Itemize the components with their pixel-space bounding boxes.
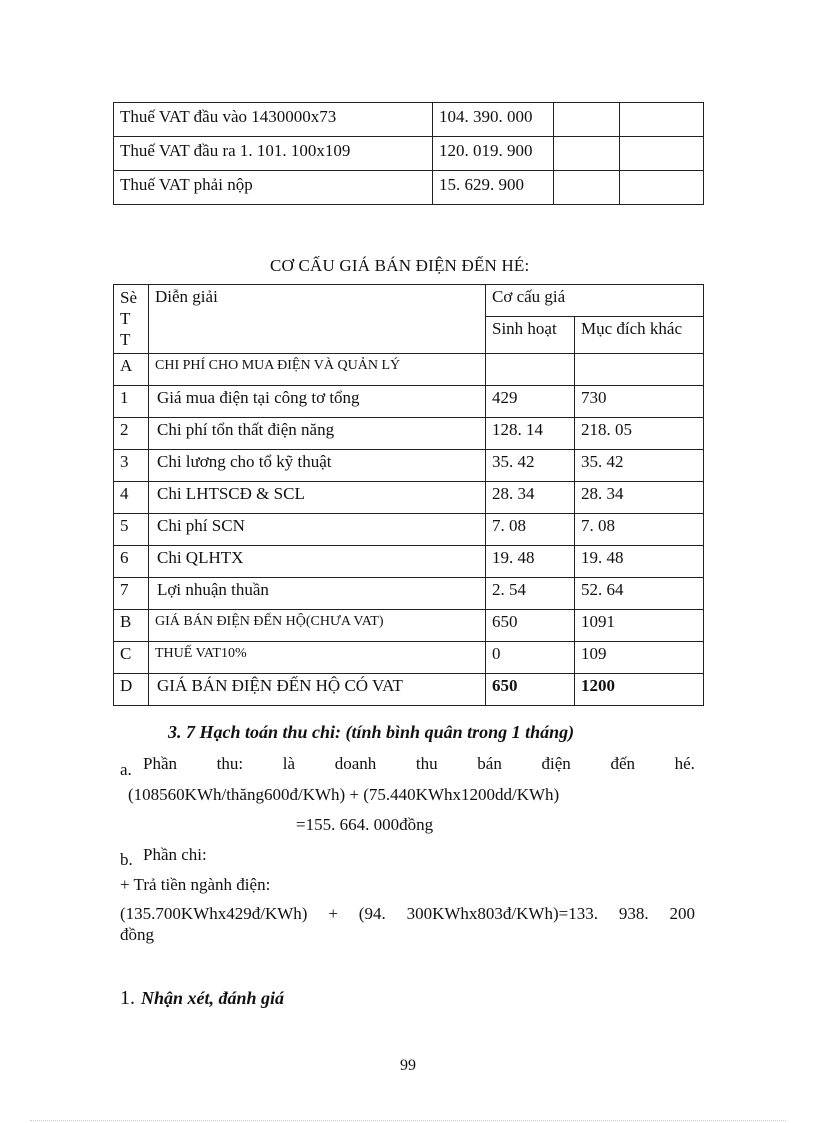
price-value: 35. 42: [486, 450, 575, 482]
row-index: 5: [114, 514, 149, 546]
price-value: [575, 354, 704, 386]
item-a-marker: a.: [120, 760, 132, 779]
page-number: 99: [400, 1057, 416, 1074]
item-b-payment: + Trả tiền ngành điện:: [120, 875, 271, 894]
word: hé.: [674, 754, 695, 773]
table-row: [114, 450, 704, 482]
row-index: 3: [114, 450, 149, 482]
word: là: [282, 754, 296, 773]
price-value: [486, 354, 575, 386]
price-value: 35. 42: [575, 450, 704, 482]
table-cell: 120. 019. 900: [433, 137, 554, 171]
price-structure-table: [113, 284, 704, 706]
row-index: 2: [114, 418, 149, 450]
word: đến: [610, 754, 635, 773]
header-stt-text: Sè T T: [120, 288, 137, 349]
row-index: C: [114, 642, 149, 674]
table-cell: Thuế VAT đầu ra 1. 101. 100x109: [114, 137, 433, 171]
section-title: 3. 7 Hạch toán thu chi: (tính bình quân trong 1 tháng): [168, 722, 575, 742]
row-description: Chi phí SCN: [149, 514, 486, 546]
price-value: 7. 08: [575, 514, 704, 546]
price-value: 730: [575, 386, 704, 418]
item-b-marker: b.: [120, 850, 133, 869]
word: bán: [477, 754, 502, 773]
price-table-title: CƠ CẤU GIÁ BÁN ĐIỆN ĐẾN HÉ:: [270, 256, 530, 275]
price-value: 2. 54: [486, 578, 575, 610]
word: 938.: [618, 904, 649, 923]
price-value: 128. 14: [486, 418, 575, 450]
vat-table: [113, 102, 704, 205]
header-other-purpose: Mục đích khác: [575, 317, 704, 354]
price-value: 0: [486, 642, 575, 674]
table-cell: 15. 629. 900: [433, 171, 554, 205]
price-value: 429: [486, 386, 575, 418]
row-index: 1: [114, 386, 149, 418]
table-header-row: [114, 285, 704, 317]
row-index: 7: [114, 578, 149, 610]
table-row: [114, 610, 704, 642]
price-value: 19. 48: [486, 546, 575, 578]
row-description: GIÁ BÁN ĐIỆN ĐẾN HỘ CÓ VAT: [149, 674, 486, 706]
item-a-text: [143, 754, 695, 774]
price-value: 1091: [575, 610, 704, 642]
word: điện: [541, 754, 571, 773]
table-cell: [554, 137, 620, 171]
word: thu: [415, 754, 438, 773]
row-description: Chi phí tổn thất điện năng: [149, 418, 486, 450]
table-cell: Thuế VAT đầu vào 1430000x73: [114, 103, 433, 137]
table-cell: [554, 103, 620, 137]
table-row: [114, 171, 704, 205]
page-bottom-rule: [30, 1120, 786, 1121]
row-description: Chi lương cho tổ kỹ thuật: [149, 450, 486, 482]
table-cell: [620, 137, 704, 171]
header-price-structure: Cơ cấu giá: [486, 285, 704, 317]
table-cell: [620, 103, 704, 137]
row-description: Giá mua điện tại công tơ tổng: [149, 386, 486, 418]
price-value: 19. 48: [575, 546, 704, 578]
word: +: [328, 904, 338, 923]
word: 300KWhx803đ/KWh)=133.: [406, 904, 598, 923]
table-row: [114, 546, 704, 578]
price-value: 109: [575, 642, 704, 674]
table-cell: 104. 390. 000: [433, 103, 554, 137]
header-stt: [114, 285, 149, 354]
word: thu:: [216, 754, 244, 773]
price-value: 650: [486, 610, 575, 642]
word: 200: [669, 904, 695, 923]
table-row: [114, 137, 704, 171]
table-cell: [620, 171, 704, 205]
table-row: [114, 674, 704, 706]
row-description: CHI PHÍ CHO MUA ĐIỆN VÀ QUẢN LÝ: [149, 354, 486, 386]
table-row: [114, 642, 704, 674]
heading-review: [120, 987, 284, 1010]
word: (94.: [358, 904, 386, 923]
row-description: GIÁ BÁN ĐIỆN ĐẾN HỘ(CHƯA VAT): [149, 610, 486, 642]
table-row: [114, 514, 704, 546]
word: Phần: [143, 754, 177, 773]
table-row: [114, 354, 704, 386]
price-value: 28. 34: [575, 482, 704, 514]
word: (135.700KWhx429đ/KWh): [120, 904, 308, 923]
row-index: 4: [114, 482, 149, 514]
table-row: [114, 418, 704, 450]
row-description: THUẾ VAT10%: [149, 642, 486, 674]
row-index: B: [114, 610, 149, 642]
price-value: 52. 64: [575, 578, 704, 610]
item-b-text: Phần chi:: [143, 845, 207, 864]
heading-number: 1.: [120, 987, 135, 1009]
table-cell: [554, 171, 620, 205]
table-row: [114, 386, 704, 418]
table-row: [114, 482, 704, 514]
row-index: D: [114, 674, 149, 706]
price-value: 28. 34: [486, 482, 575, 514]
row-description: Lợi nhuận thuần: [149, 578, 486, 610]
header-description: Diễn giải: [149, 285, 486, 354]
price-value: 7. 08: [486, 514, 575, 546]
item-b-formula-end: đồng: [120, 925, 154, 944]
row-description: Chi LHTSCĐ & SCL: [149, 482, 486, 514]
item-b-formula: [120, 904, 695, 924]
word: doanh: [334, 754, 377, 773]
row-index: A: [114, 354, 149, 386]
heading-text: Nhận xét, đánh giá: [141, 988, 285, 1008]
price-value: 218. 05: [575, 418, 704, 450]
row-description: Chi QLHTX: [149, 546, 486, 578]
item-a-formula: (108560KWh/thăng600đ/KWh) + (75.440KWhx1200dd/KWh): [128, 785, 560, 804]
table-cell: Thuế VAT phải nộp: [114, 171, 433, 205]
table-row: [114, 578, 704, 610]
table-row: [114, 103, 704, 137]
price-value: 650: [486, 674, 575, 706]
item-a-result: =155. 664. 000đồng: [296, 815, 434, 834]
row-index: 6: [114, 546, 149, 578]
price-value: 1200: [575, 674, 704, 706]
header-residential: Sinh hoạt: [486, 317, 575, 354]
